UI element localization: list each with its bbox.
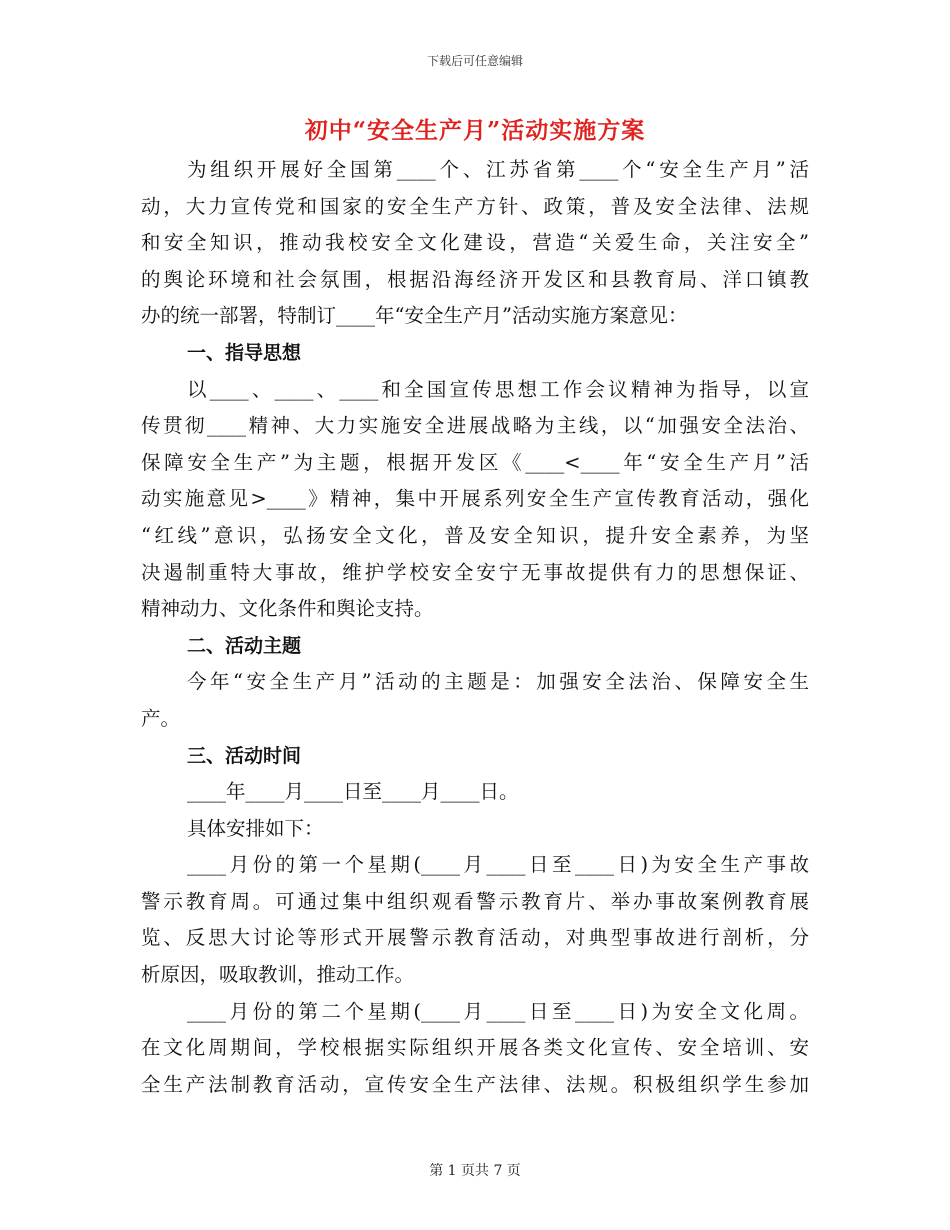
paragraph-line: 为组织开展好全国第____个、江苏省第____个“安全生产月”活 (187, 158, 809, 181)
paragraph-line: 全生产法制教育活动，宣传安全生产法律、法规。积极组织学生参加 (141, 1072, 809, 1096)
arrangement-intro: 具体安排如下： (187, 816, 324, 840)
paragraph-line: 今年“安全生产月”活动的主题是：加强安全法治、保障安全生 (187, 670, 809, 694)
paragraph-line: “红线”意识，弘扬安全文化，普及安全知识，提升安全素养，为坚 (141, 523, 809, 547)
section-heading-activity-theme: 二、活动主题 (187, 634, 302, 657)
section-activity-theme-paragraph (141, 664, 809, 737)
week2-paragraph (141, 994, 809, 1104)
section-heading-activity-time: 三、活动时间 (187, 744, 302, 767)
paragraph-line: 传贯彻____精神、大力实施安全进展战略为主线，以“加强安全法治、 (141, 414, 809, 438)
document-title: 初中“安全生产月”活动实施方案 (304, 117, 646, 144)
paragraph-line: 览、反思大讨论等形式开展警示教育活动，对典型事故进行剖析，分 (141, 926, 809, 950)
page-number-footer: 第 1 页共 7 页 (429, 1163, 521, 1179)
paragraph-line: 在文化周期间，学校根据实际组织开展各类文化宣传、安全培训、安 (141, 1036, 809, 1060)
section-heading-guiding-ideology: 一、指导思想 (187, 341, 302, 364)
paragraph-line: 产。 (141, 706, 181, 730)
paragraph-line: 精神动力、文化条件和舆论支持。 (141, 597, 434, 621)
paragraph-line: 警示教育周。可通过集中组织观看警示教育片、举办事故案例教育展 (141, 889, 809, 913)
section-guiding-ideology-paragraph (141, 372, 809, 628)
intro-paragraph (141, 152, 809, 335)
paragraph-line: 办的统一部署，特制订____年“安全生产月”活动实施方案意见： (141, 304, 688, 328)
paragraph-line: ____月份的第一个星期(____月____日至____日)为安全生产事故 (187, 853, 809, 877)
paragraph-line: 以____、____、____和全国宣传思想工作会议精神为指导，以宣 (187, 377, 809, 401)
paragraph-line: 保障安全生产”为主题，根据开发区《____<____年“安全生产月”活 (141, 450, 809, 474)
header-note: 下载后可任意编辑 (426, 54, 523, 68)
paragraph-line: ____月份的第二个星期(____月____日至____日)为安全文化周。 (187, 999, 809, 1023)
document-body (141, 152, 809, 1103)
week1-paragraph (141, 847, 809, 993)
paragraph-line: 动，大力宣传党和国家的安全生产方针、政策，普及安全法律、法规 (141, 194, 809, 218)
paragraph-line: 和安全知识，推动我校安全文化建设，营造“关爱生命，关注安全” (141, 231, 809, 255)
paragraph-line: 动实施意见>____》精神，集中开展系列安全生产宣传教育活动，强化 (141, 487, 809, 511)
paragraph-line: 的舆论环境和社会氛围，根据沿海经济开发区和县教育局、洋口镇教 (141, 267, 809, 291)
paragraph-line: 析原因，吸取教训，推动工作。 (141, 963, 415, 987)
paragraph-line: 决遏制重特大事故，维护学校安全安宁无事故提供有力的思想保证、 (141, 560, 809, 584)
date-range-line: ____年____月____日至____月____日。 (187, 780, 519, 804)
section-activity-time-content (141, 774, 809, 1103)
